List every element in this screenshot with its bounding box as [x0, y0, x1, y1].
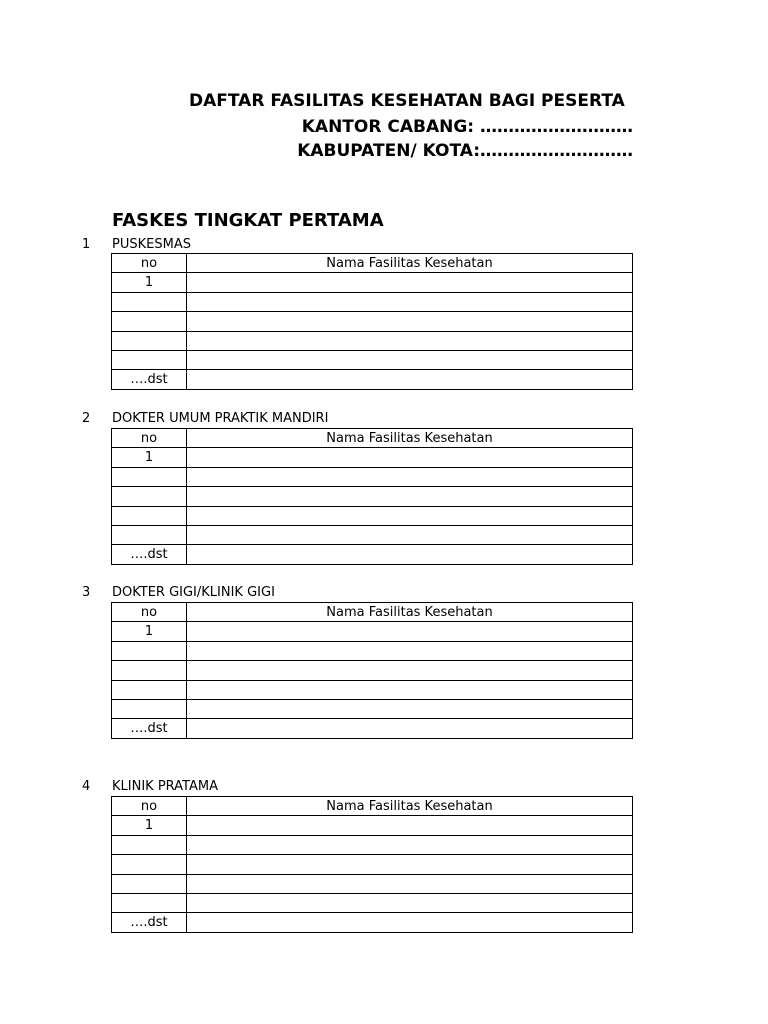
cell-no: 1 — [112, 448, 187, 467]
cell-no — [112, 350, 187, 369]
category-number: 3 — [82, 585, 91, 600]
category-label-puskesmas: PUSKESMAS — [112, 237, 191, 252]
cell-no — [112, 699, 187, 718]
cell-name — [187, 641, 633, 660]
cell-name — [187, 913, 633, 932]
cell-name — [187, 855, 633, 874]
cell-no — [112, 292, 187, 311]
cell-no — [112, 487, 187, 506]
cell-no — [112, 893, 187, 912]
cell-no — [112, 874, 187, 893]
table-row — [112, 370, 633, 389]
cell-name — [187, 874, 633, 893]
category-label-dokter-umum: DOKTER UMUM PRAKTIK MANDIRI — [112, 411, 329, 426]
cell-no — [112, 525, 187, 544]
facility-table-dokter-umum — [111, 428, 633, 565]
table-row — [112, 545, 633, 564]
table-row — [112, 331, 633, 350]
category-number: 4 — [82, 779, 91, 794]
table-row — [112, 855, 633, 874]
cell-name — [187, 622, 633, 641]
cell-no: ….dst — [112, 370, 187, 389]
table-row — [112, 467, 633, 486]
cell-no — [112, 641, 187, 660]
cell-name — [187, 350, 633, 369]
facility-table-klinik-pratama — [111, 796, 633, 933]
category-number: 1 — [82, 237, 91, 252]
cell-no — [112, 680, 187, 699]
cell-name — [187, 370, 633, 389]
table-header-row — [112, 254, 633, 273]
table-row — [112, 893, 633, 912]
column-header-name: Nama Fasilitas Kesehatan — [187, 797, 633, 816]
category-label-klinik-pratama: KLINIK PRATAMA — [112, 779, 218, 794]
cell-no — [112, 661, 187, 680]
cell-no: 1 — [112, 622, 187, 641]
cell-name — [187, 448, 633, 467]
column-header-no: no — [112, 254, 187, 273]
cell-no — [112, 331, 187, 350]
cell-name — [187, 487, 633, 506]
cell-no — [112, 467, 187, 486]
column-header-no: no — [112, 797, 187, 816]
category-label-dokter-gigi: DOKTER GIGI/KLINIK GIGI — [112, 585, 275, 600]
table-row — [112, 525, 633, 544]
cell-name — [187, 835, 633, 854]
table-row — [112, 506, 633, 525]
table-row — [112, 350, 633, 369]
table-row — [112, 312, 633, 331]
table-row — [112, 816, 633, 835]
cell-no: 1 — [112, 816, 187, 835]
table-row — [112, 835, 633, 854]
table-header-row — [112, 429, 633, 448]
cell-no — [112, 506, 187, 525]
cell-name — [187, 273, 633, 292]
cell-name — [187, 506, 633, 525]
category-number: 2 — [82, 411, 91, 426]
table-row — [112, 448, 633, 467]
table-header-row — [112, 603, 633, 622]
table-row — [112, 680, 633, 699]
cell-name — [187, 816, 633, 835]
column-header-name: Nama Fasilitas Kesehatan — [187, 429, 633, 448]
facility-table-puskesmas — [111, 253, 633, 390]
table-row — [112, 719, 633, 738]
cell-no: 1 — [112, 273, 187, 292]
table-row — [112, 913, 633, 932]
cell-name — [187, 661, 633, 680]
table-row — [112, 661, 633, 680]
cell-name — [187, 525, 633, 544]
table-row — [112, 292, 633, 311]
cell-name — [187, 680, 633, 699]
table-row — [112, 874, 633, 893]
column-header-no: no — [112, 429, 187, 448]
column-header-no: no — [112, 603, 187, 622]
table-header-row — [112, 797, 633, 816]
kabupaten-kota-line: KABUPATEN/ KOTA:……………………… — [297, 141, 633, 161]
table-row — [112, 641, 633, 660]
column-header-name: Nama Fasilitas Kesehatan — [187, 603, 633, 622]
column-header-name: Nama Fasilitas Kesehatan — [187, 254, 633, 273]
cell-no — [112, 855, 187, 874]
cell-name — [187, 331, 633, 350]
cell-no: ….dst — [112, 913, 187, 932]
facility-table-dokter-gigi — [111, 602, 633, 739]
table-row — [112, 699, 633, 718]
cell-no — [112, 835, 187, 854]
cell-name — [187, 719, 633, 738]
cell-no: ….dst — [112, 545, 187, 564]
cell-name — [187, 545, 633, 564]
cell-name — [187, 467, 633, 486]
cell-name — [187, 292, 633, 311]
cell-name — [187, 699, 633, 718]
cell-name — [187, 312, 633, 331]
table-row — [112, 273, 633, 292]
cell-no: ….dst — [112, 719, 187, 738]
cell-name — [187, 893, 633, 912]
document-title: DAFTAR FASILITAS KESEHATAN BAGI PESERTA — [189, 91, 625, 111]
table-row — [112, 622, 633, 641]
section-title: FASKES TINGKAT PERTAMA — [112, 210, 384, 231]
cell-no — [112, 312, 187, 331]
table-row — [112, 487, 633, 506]
kantor-cabang-line: KANTOR CABANG: ……………………… — [301, 117, 633, 137]
